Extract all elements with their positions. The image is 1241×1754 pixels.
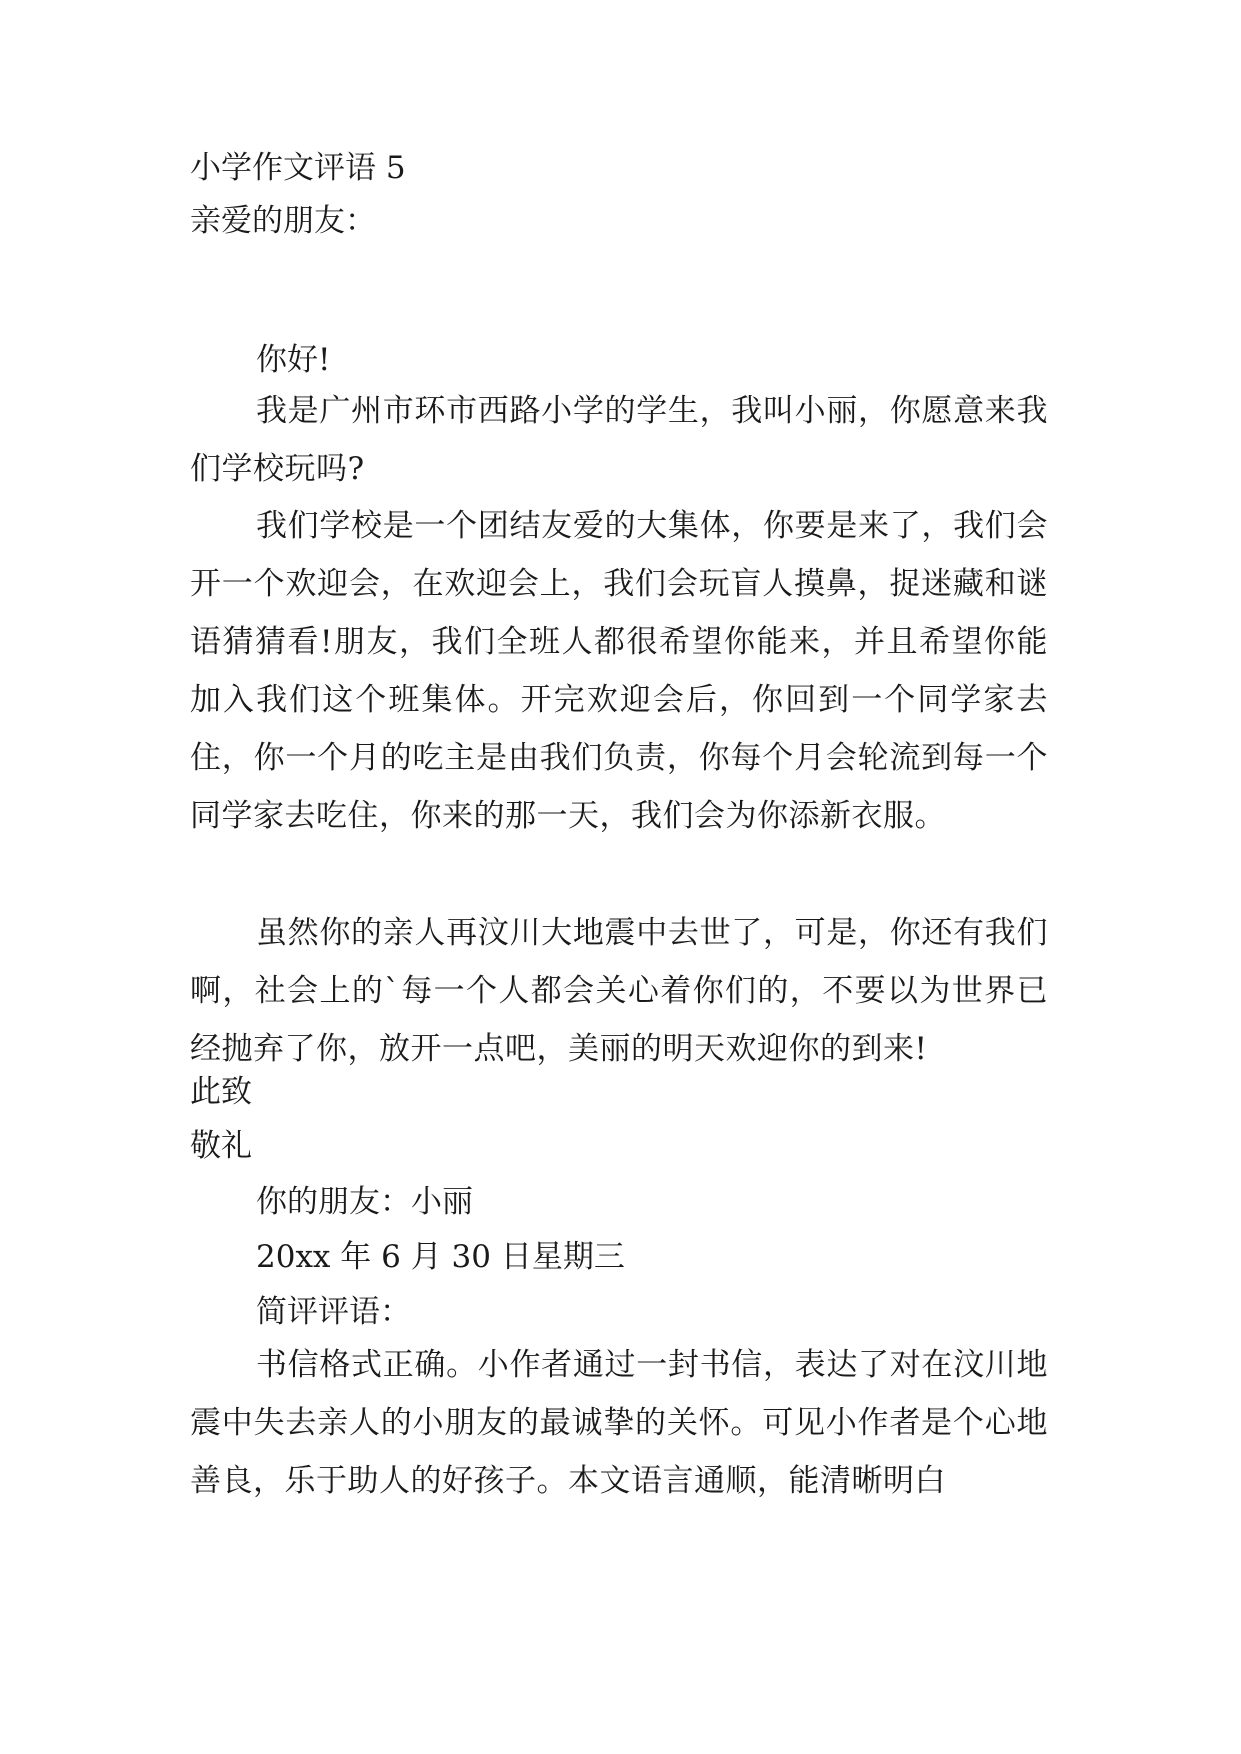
closing-line-2: 敬礼 bbox=[190, 1128, 252, 1164]
paragraph-comfort: 虽然你的亲人再汶川大地震中去世了，可是，你还有我们啊，社会上的`每一个人都会关心着你们的，不要以为世界已经抛弃了你，放开一点吧，美丽的明天欢迎你的到来! bbox=[190, 915, 1048, 1067]
letter-date: 20xx 年 6 月 30 日星期三 bbox=[256, 1239, 625, 1275]
paragraph-intro: 我是广州市环市西路小学的学生，我叫小丽，你愿意来我们学校玩吗? bbox=[190, 393, 1048, 487]
signature: 你的朋友：小丽 bbox=[256, 1184, 473, 1220]
closing-line-1: 此致 bbox=[190, 1074, 252, 1110]
greeting: 你好! bbox=[256, 342, 331, 378]
paragraph-school: 我们学校是一个团结友爱的大集体，你要是来了，我们会开一个欢迎会，在欢迎会上，我们会玩盲人摸鼻，捉迷藏和谜语猜猜看!朋友，我们全班人都很希望你能来，并且希望你能加入我们这个班集体。开完欢迎会后，你回到一个同学家去住，你一个月的吃主是由我们负责，你每个月会轮流到每一个同学家去吃住，你来的那一天，我们会为你添新衣服。 bbox=[190, 508, 1048, 834]
document-title: 小学作文评语 5 bbox=[190, 150, 406, 186]
comment-heading: 简评评语： bbox=[256, 1294, 411, 1330]
salutation: 亲爱的朋友： bbox=[190, 203, 376, 239]
comment-paragraph: 书信格式正确。小作者通过一封书信，表达了对在汶川地震中失去亲人的小朋友的最诚挚的关怀。可见小作者是个心地善良，乐于助人的好孩子。本文语言通顺，能清晰明白 bbox=[190, 1347, 1048, 1499]
